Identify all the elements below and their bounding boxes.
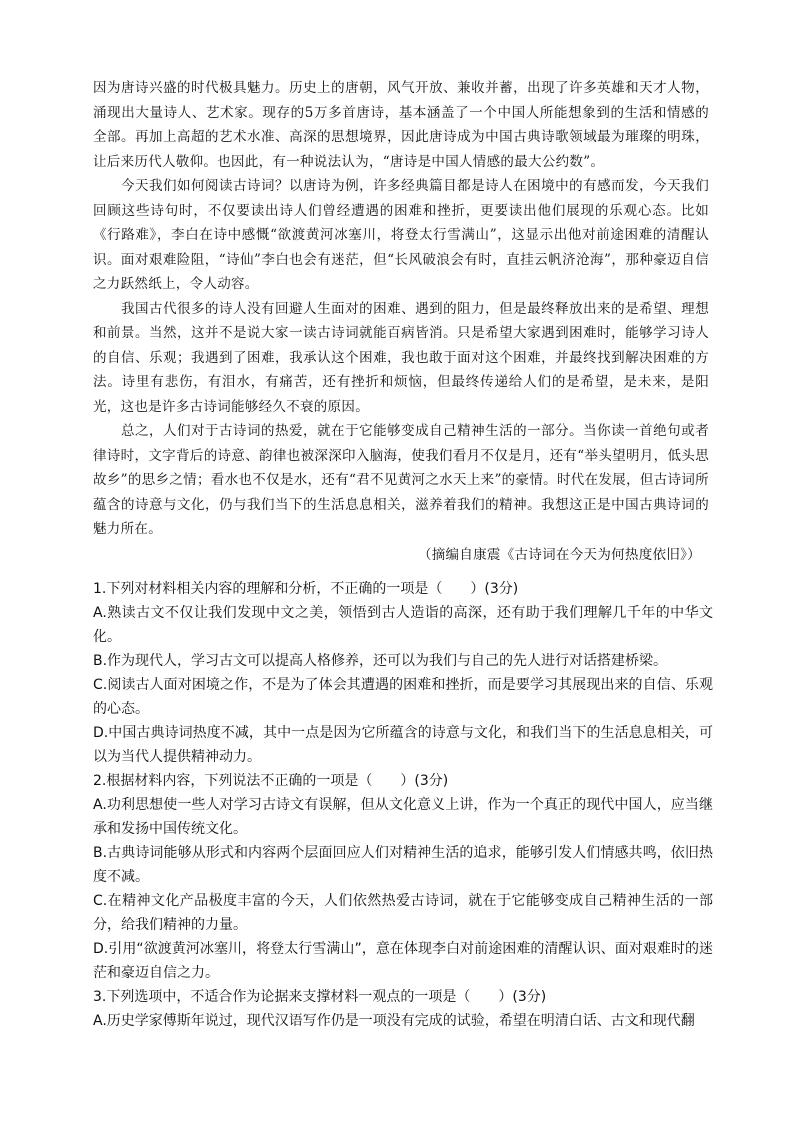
- question-2-stem: 2.根据材料内容，下列说法不正确的一项是（ ）(3分): [93, 773, 449, 789]
- question-2-option-a: A.功利思想使一些人对学习古诗文有误解，但从文化意义上讲，作为一个真正的现代中国人，应当继承和发扬中国传统文化。: [93, 797, 713, 837]
- passage-paragraph-2: 今天我们如何阅读古诗词？以唐诗为例，许多经典篇目都是诗人在困境中的有感而发，今天我们回顾这些诗句时，不仅要读出诗人们曾经遭遇的困难和挫折，更要读出他们展现的乐观心态。比如《行路难》，李白在诗中感慨“欲渡黄河冰塞川，将登太行雪满山”，这显示出他对前途困难的清醒认识。面对艰难险阻，“诗仙”李白也会有迷茫，但“长风破浪会有时，直挂云帆济沧海”，那种豪迈自信之力跃然纸上，令人动容。: [93, 178, 709, 292]
- question-section: [93, 577, 713, 1033]
- question-2-option-b: B.古典诗词能够从形式和内容两个层面回应人们对精神生活的追求，能够引发人们情感共鸣，依旧热度不减。: [93, 845, 713, 885]
- question-1-stem: 1.下列对材料相关内容的理解和分析，不正确的一项是（ ）(3分): [93, 581, 519, 597]
- question-1-option-c: C.阅读古人面对困境之作，不是为了体会其遭遇的困难和挫折，而是要学习其展现出来的自信、乐观的心态。: [93, 677, 713, 717]
- question-2-option-d: D.引用“欲渡黄河冰塞川，将登太行雪满山”，意在体现李白对前途困难的清醒认识、面对艰难时的迷茫和豪迈自信之力。: [93, 941, 713, 981]
- question-1-option-a: A.熟读古文不仅让我们发现中文之美，领悟到古人造诣的高深，还有助于我们理解几千年的中华文化。: [93, 605, 713, 645]
- passage-source: （摘编自康震《古诗词在今天为何热度依旧》）: [417, 546, 701, 563]
- passage-paragraph-4: 总之，人们对于古诗词的热爱，就在于它能够变成自己精神生活的一部分。当你读一首绝句或者律诗时，文字背后的诗意、韵律也被深深印入脑海，使我们看月不仅是月，还有“举头望明月，低头思故乡”的思乡之情；看水也不仅是水，还有“君不见黄河之水天上来”的豪情。时代在发展，但古诗词所蕴含的诗意与文化，仍与我们当下的生活息息相关，滋养着我们的精神。我想这正是中国古典诗词的魅力所在。: [93, 423, 709, 537]
- question-2-option-c: C.在精神文化产品极度丰富的今天，人们依然热爱古诗词，就在于它能够变成自己精神生活的一部分，给我们精神的力量。: [93, 893, 713, 933]
- passage-paragraph-3: 我国古代很多的诗人没有回避人生面对的困难、遇到的阻力，但是最终释放出来的是希望、理想和前景。当然，这并不是说大家一读古诗词就能百病皆消。只是希望大家遇到困难时，能够学习诗人的自信、乐观；我遇到了困难，我承认这个困难，我也敢于面对这个困难，并最终找到解决困难的方法。诗里有悲伤，有泪水，有痛苦，还有挫折和烦恼，但最终传递给人们的是希望，是未来，是阳光，这也是许多古诗词能够经久不衰的原因。: [93, 300, 709, 415]
- reading-passage: [93, 76, 709, 567]
- passage-paragraph-1: 因为唐诗兴盛的时代极具魅力。历史上的唐朝，风气开放、兼收并蓄，出现了许多英雄和天才人物，涌现出大量诗人、艺术家。现存的5万多首唐诗，基本涵盖了一个中国人所能想象到的生活和情感的全部。再加上高超的艺术水准、高深的思想境界，因此唐诗成为中国古典诗歌领域最为璀璨的明珠，让后来历代人敬仰。也因此，有一种说法认为，“唐诗是中国人情感的最大公约数”。: [93, 80, 709, 170]
- question-3-option-a: A.历史学家傅斯年说过，现代汉语写作仍是一项没有完成的试验，希望在明清白话、古文和现代翻: [93, 1013, 695, 1029]
- question-3-stem: 3.下列选项中，不适合作为论据来支撑材料一观点的一项是（ ）(3分): [93, 989, 547, 1005]
- question-1-option-b: B.作为现代人，学习古文可以提高人格修养，还可以为我们与自己的先人进行对话搭建桥梁。: [93, 653, 668, 669]
- question-1-option-d: D.中国古典诗词热度不减，其中一点是因为它所蕴含的诗意与文化，和我们当下的生活息息相关，可以为当代人提供精神动力。: [93, 725, 713, 765]
